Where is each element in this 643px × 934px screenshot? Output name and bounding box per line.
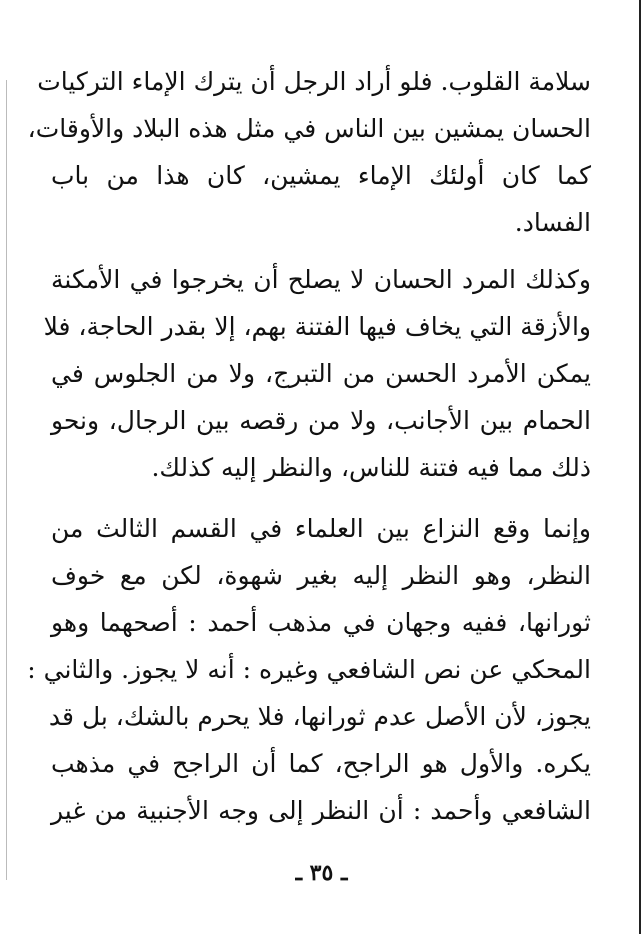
text-line: وكذلك المرد الحسان لا يصلح أن يخرجوا في الأمكنة — [51, 265, 591, 294]
text-line: ثورانها، ففيه وجهان في مذهب أحمد : أصحهما وهو — [51, 608, 591, 637]
page-number: ـ ٣٥ ـ — [295, 860, 348, 886]
text-line: يمكن الأمرد الحسن من التبرج، ولا من الجلوس في — [51, 359, 591, 388]
scan-binding-line — [6, 80, 7, 880]
text-line: ذلك مما فيه فتنة للناس، والنظر إليه كذلك. — [151, 453, 591, 482]
text-line: الحسان يمشين بين الناس في مثل هذه البلاد والأوقات، — [27, 114, 591, 143]
scan-edge-line — [639, 0, 641, 934]
text-line: يجوز، لأن الأصل عدم ثورانها، فلا يحرم بالشك، بل قد — [48, 702, 591, 731]
text-line: سلامة القلوب. فلو أراد الرجل أن يترك الإماء التركيات — [37, 67, 591, 96]
text-line: النظر، وهو النظر إليه بغير شهوة، لكن مع خوف — [51, 561, 591, 590]
text-line: المحكي عن نص الشافعي وغيره : أنه لا يجوز. والثاني : — [27, 655, 591, 684]
text-line: الشافعي وأحمد : أن النظر إلى وجه الأجنبية من غير — [51, 796, 591, 825]
text-line: يكره. والأول هو الراجح، كما أن الراجح في مذهب — [51, 749, 591, 778]
paragraph-spacer — [51, 246, 591, 256]
text-line: والأزقة التي يخاف فيها الفتنة بهم، إلا بقدر الحاجة، فلا — [43, 312, 591, 341]
paragraph-1 — [27, 58, 591, 246]
text-line: كما كان أولئك الإماء يمشين، كان هذا من باب — [51, 161, 591, 190]
paragraph-3 — [27, 505, 591, 834]
body-text — [27, 58, 591, 834]
paragraph-2 — [43, 256, 591, 491]
paragraph-spacer — [51, 491, 591, 505]
text-line: الحمام بين الأجانب، ولا من رقصه بين الرجال، ونحو — [51, 406, 591, 435]
text-line: الفساد. — [514, 208, 591, 237]
text-line: وإنما وقع النزاع بين العلماء في القسم الثالث من — [51, 514, 591, 543]
